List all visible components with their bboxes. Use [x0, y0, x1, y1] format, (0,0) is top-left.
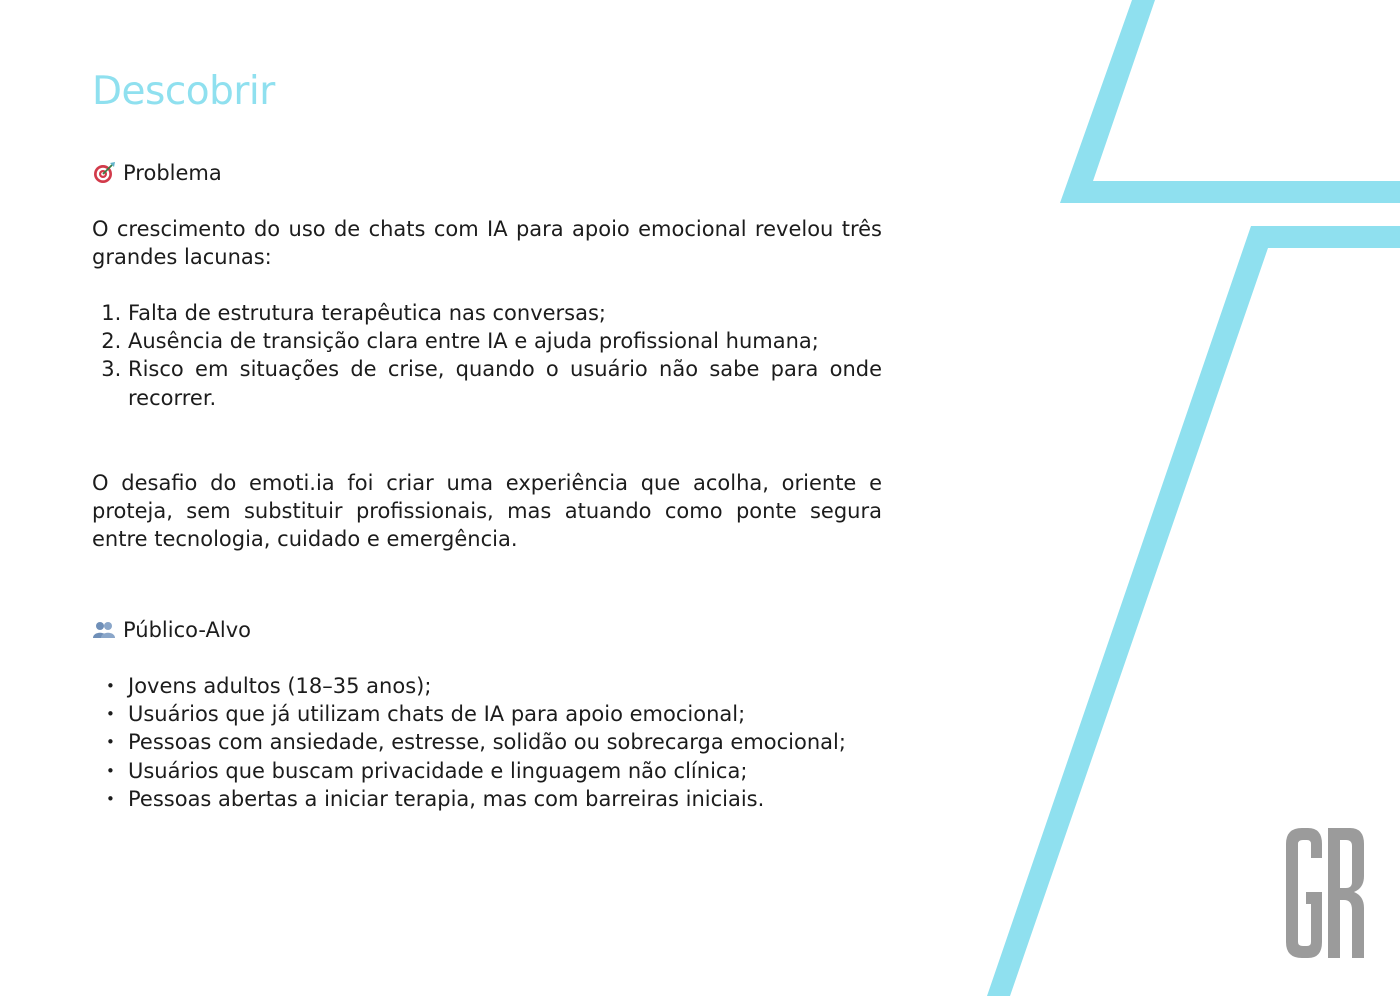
- people-icon: [92, 618, 116, 642]
- list-item: 3. Risco em situações de crise, quando o usuário não sabe para onde recorrer.: [128, 355, 882, 411]
- list-item: • Usuários que já utilizam chats de IA para apoio emocional;: [128, 700, 862, 728]
- list-item: • Jovens adultos (18–35 anos);: [128, 672, 862, 700]
- top-angle-shape: [1060, 0, 1400, 203]
- problem-heading: [92, 159, 222, 187]
- list-item: 1. Falta de estrutura terapêutica nas conversas;: [128, 299, 882, 327]
- audience-list: [92, 672, 862, 813]
- list-item: 2. Ausência de transição clara entre IA e ajuda profissional humana;: [128, 327, 882, 355]
- audience-heading: [92, 616, 251, 644]
- target-icon: [92, 161, 116, 185]
- list-item: • Pessoas abertas a iniciar terapia, mas com barreiras iniciais.: [128, 785, 862, 813]
- problem-heading-label: Problema: [123, 161, 222, 185]
- problem-list: [92, 299, 882, 412]
- problem-intro: O crescimento do uso de chats com IA para apoio emocional revelou três grandes lacunas:: [92, 217, 882, 270]
- list-item: • Pessoas com ansiedade, estresse, solidão ou sobrecarga emocional;: [128, 728, 862, 756]
- audience-heading-label: Público-Alvo: [123, 618, 251, 642]
- list-item: • Usuários que buscam privacidade e linguagem não clínica;: [128, 757, 862, 785]
- gr-logo-icon: [1282, 826, 1368, 960]
- page-title: Descobrir: [92, 69, 275, 114]
- challenge-paragraph: O desafio do emoti.ia foi criar uma experiência que acolha, oriente e proteja, sem substituir profissionais, mas atuando como ponte segura entre tecnologia, cuidado e emergência.: [92, 471, 882, 552]
